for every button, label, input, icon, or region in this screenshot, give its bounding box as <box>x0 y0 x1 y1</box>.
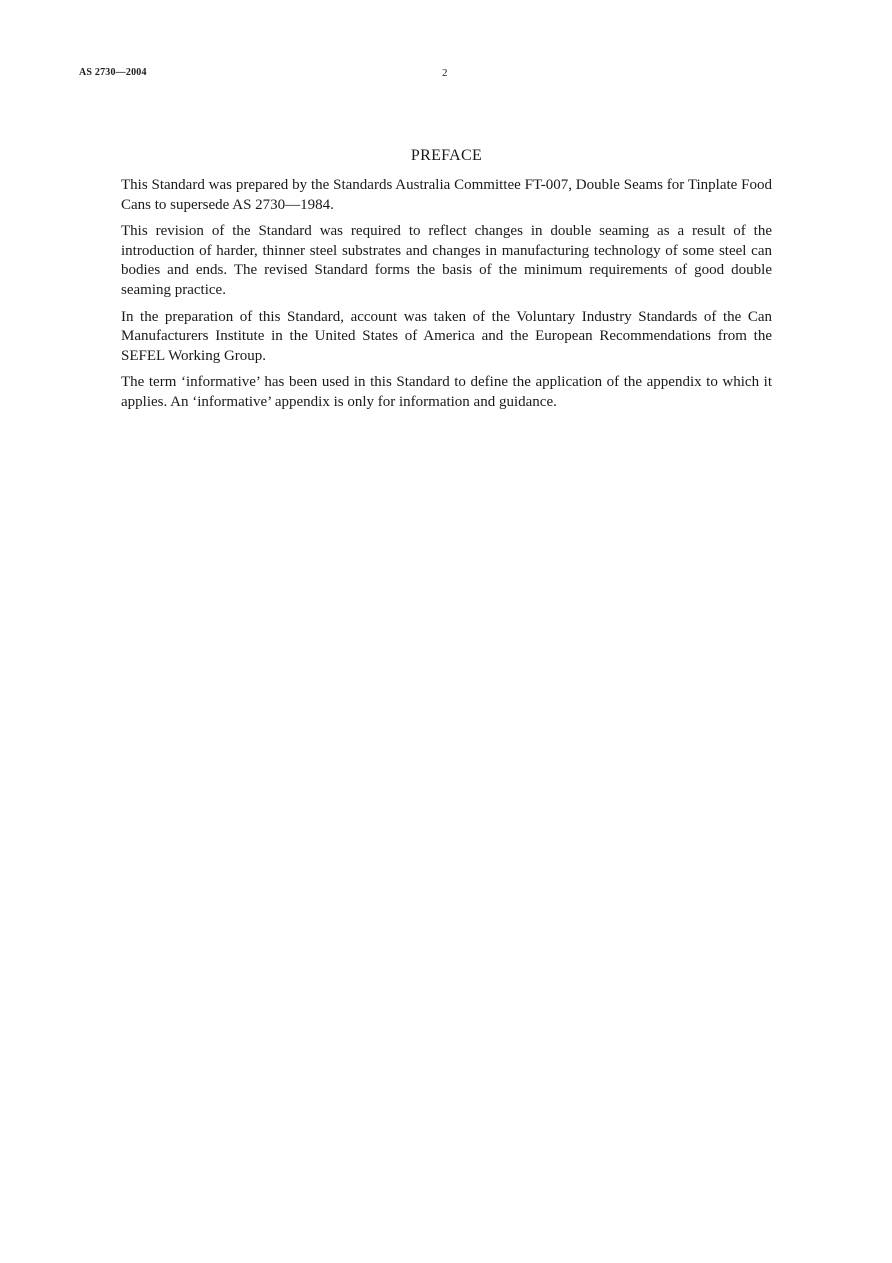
document-id: AS 2730—2004 <box>79 67 147 78</box>
section-title: PREFACE <box>410 147 483 164</box>
preface-section <box>121 146 772 420</box>
page-number: 2 <box>442 67 448 79</box>
paragraph: The term ‘informative’ has been used in this Standard to define the application of the appendix to which it applies. An ‘informative’ appendix is only for information and guidance. <box>121 374 772 410</box>
page-header <box>79 67 813 83</box>
paragraph: This revision of the Standard was required to reflect changes in double seaming as a result of the introduction of harder, thinner steel substrates and changes in manufacturing technology of some steel can bodies and ends. The revised Standard forms the basis of the minimum requirements of good double seaming practice. <box>121 223 772 298</box>
paragraph: This Standard was prepared by the Standards Australia Committee FT-007, Double Seams for Tinplate Food Cans to supersede AS 2730—1984. <box>121 177 772 213</box>
paragraph: In the preparation of this Standard, account was taken of the Voluntary Industry Standards of the Can Manufacturers Institute in the United States of America and the European Recommendations from the SEFEL Working Group. <box>121 308 772 364</box>
